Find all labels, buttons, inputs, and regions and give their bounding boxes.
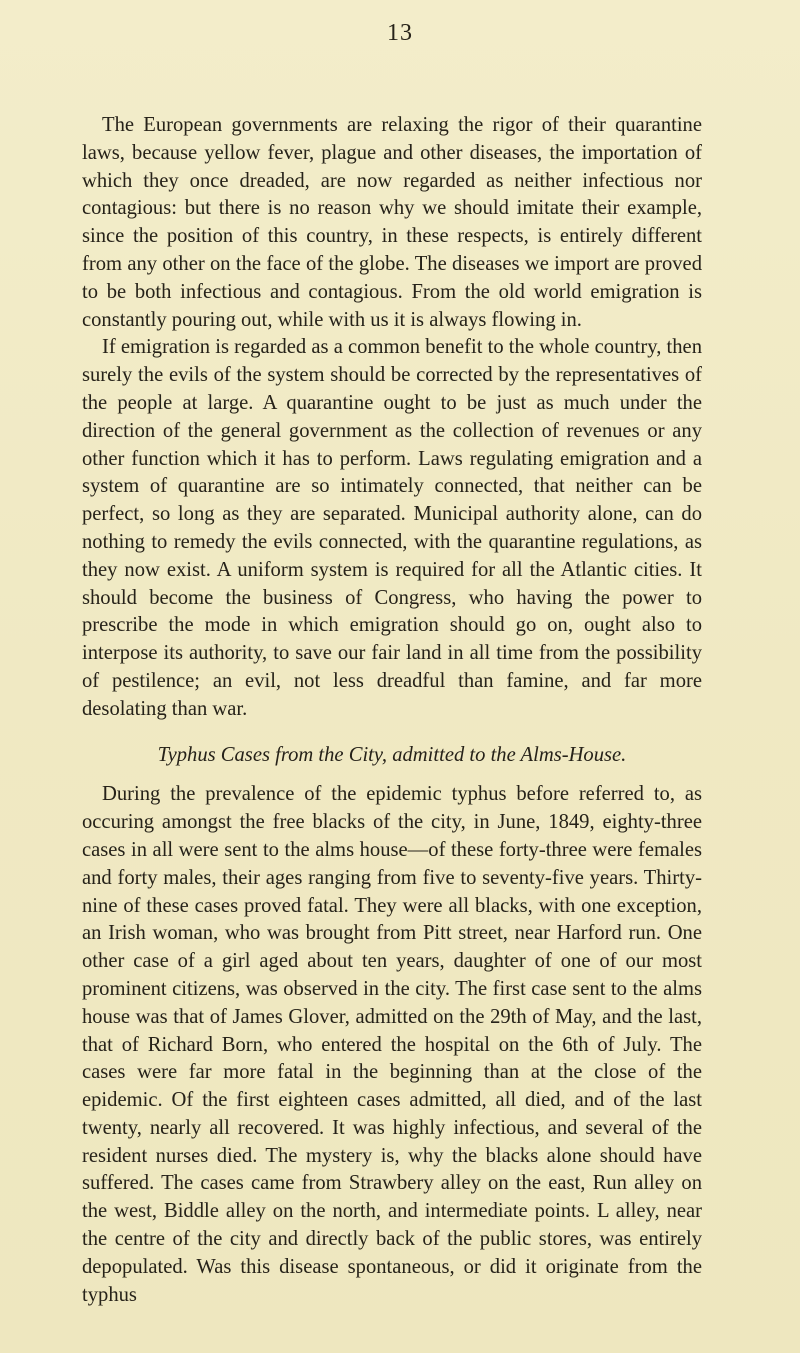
page-number: 13	[387, 20, 413, 46]
paragraph-typhus-cases: During the prevalence of the epidemic typhus before referred to, as occuring amongst the free blacks of the city, in June, 1849, eighty-three cases in all were sent to the alms house—of these forty-three were females and forty males, their ages ranging from five to seventy-five years. Thirty-nine of these cases proved fatal. They were all blacks, with one exception, an Irish woman, who was brought from Pitt street, near Harford run. One other case of a girl aged about ten years, daughter of one of our most prominent citizens, was observed in the city. The first case sent to the alms house was that of James Glover, admitted on the 29th of May, and the last, that of Richard Born, who entered the hospital on the 6th of July. The cases were far more fatal in the beginning than at the close of the epidemic. Of the first eighteen cases admitted, all died, and of the last twenty, nearly all recovered. It was highly infectious, and several of the resident nurses died. The mystery is, why the blacks alone should have suffered. The cases came from Strawbery alley on the east, Run alley on the west, Biddle alley on the north, and intermediate points. L alley, near the centre of the city and directly back of the public stores, was entirely depopulated. Was this disease spontaneous, or did it originate from the typhus	[82, 783, 702, 1306]
paragraph-emigration: If emigration is regarded as a common benefit to the whole country, then surely the evils of the system should be corrected by the representatives of the people at large. A quarantine ought to be just as much under the direction of the general government as the collection of revenues or any other function which it has to perform. Laws regulating emigration and a system of quarantine are so intimately connected, that neither can be perfect, so long as they are separated. Municipal authority alone, can do nothing to remedy the evils connected, with the quarantine regulations, as they now exist. A uniform system is required for all the Atlantic cities. It should become the business of Congress, who having the power to prescribe the mode in which emigration should go on, ought also to interpose its authority, to save our fair land in all time from the possibility of pestilence; an evil, not less dreadful than famine, and far more desolating than war.	[82, 336, 702, 720]
section-heading: Typhus Cases from the City, admitted to the Alms-House.	[157, 743, 627, 766]
paragraph-quarantine-laws: The European governments are relaxing the rigor of their quarantine laws, because yellow fever, plague and other diseases, the importation of which they once dreaded, are now regarded as neither infectious nor contagious: but there is no reason why we should imitate their example, since the position of this country, in these respects, is entirely different from any other on the face of the globe. The diseases we import are proved to be both infectious and contagious. From the old world emigration is constantly pouring out, while with us it is always flowing in.	[82, 114, 702, 331]
page-body	[82, 112, 702, 1309]
